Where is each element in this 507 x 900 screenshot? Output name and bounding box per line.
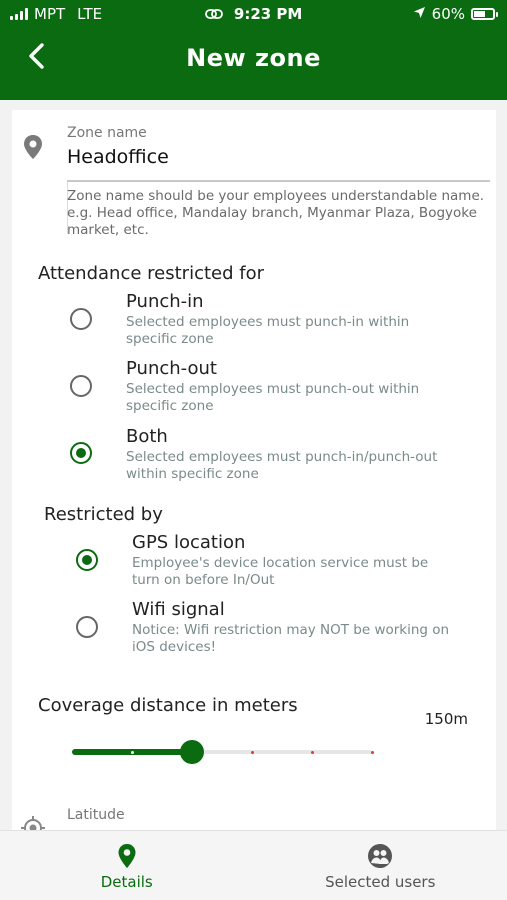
slider-tick [251, 751, 254, 754]
both-radio[interactable] [70, 442, 92, 464]
map-pin-icon [117, 843, 137, 873]
latitude-label: Latitude [67, 807, 125, 823]
coverage-title: Coverage distance in meters [38, 695, 298, 716]
map-pin-icon [22, 134, 44, 164]
both-desc: Selected employees must punch-in/punch-out within specific zone [126, 449, 438, 482]
status-bar [0, 0, 507, 26]
gps-location-radio[interactable] [76, 549, 98, 571]
zone-name-input[interactable]: Headoffice [67, 146, 169, 168]
both-label: Both [126, 426, 168, 447]
gps-location-label: GPS location [132, 532, 246, 553]
wifi-signal-radio[interactable] [76, 616, 98, 638]
zone-form [12, 110, 496, 830]
page-title: New zone [186, 44, 321, 72]
attendance-title: Attendance restricted for [38, 263, 264, 284]
location-arrow-icon [413, 5, 426, 23]
punch-in-label: Punch-in [126, 291, 204, 312]
punch-in-desc: Selected employees must punch-in within specific zone [126, 314, 410, 347]
battery-icon [471, 8, 495, 20]
sync-icon [205, 6, 223, 24]
wifi-signal-desc: Notice: Wifi restriction may NOT be working on iOS devices! [132, 622, 450, 655]
zone-name-underline [67, 180, 490, 182]
zone-name-hint: Zone name should be your employees understandable name. e.g. Head office, Mandalay branch, Myanmar Plaza, Bogyoke market, etc. [67, 188, 485, 238]
punch-out-desc: Selected employees must punch-out within specific zone [126, 381, 420, 414]
slider-thumb[interactable] [180, 740, 204, 764]
crosshair-icon [20, 815, 46, 830]
gps-location-desc: Employee's device location service must be turn on before In/Out [132, 555, 429, 588]
coverage-slider[interactable] [72, 738, 372, 766]
slider-tick [311, 751, 314, 754]
zone-name-label: Zone name [67, 125, 147, 141]
restricted-by-title: Restricted by [44, 504, 163, 525]
network-label: LTE [77, 5, 103, 23]
users-icon [367, 843, 393, 873]
punch-out-label: Punch-out [126, 358, 217, 379]
clock: 9:23 PM [233, 5, 303, 23]
carrier-label: MPT [34, 5, 66, 23]
punch-in-radio[interactable] [70, 308, 92, 330]
slider-tick [371, 751, 374, 754]
tab-selected-users[interactable] [254, 831, 507, 900]
tab-details-label: Details [100, 873, 153, 891]
tab-details[interactable] [0, 831, 254, 900]
wifi-signal-label: Wifi signal [132, 599, 225, 620]
app-header [0, 0, 507, 100]
punch-out-radio[interactable] [70, 375, 92, 397]
tab-selected-users-label: Selected users [325, 873, 436, 891]
coverage-value: 150m [424, 710, 468, 728]
battery-percent: 60% [431, 5, 465, 23]
slider-tick [131, 751, 134, 754]
bottom-tab-bar [0, 830, 507, 900]
